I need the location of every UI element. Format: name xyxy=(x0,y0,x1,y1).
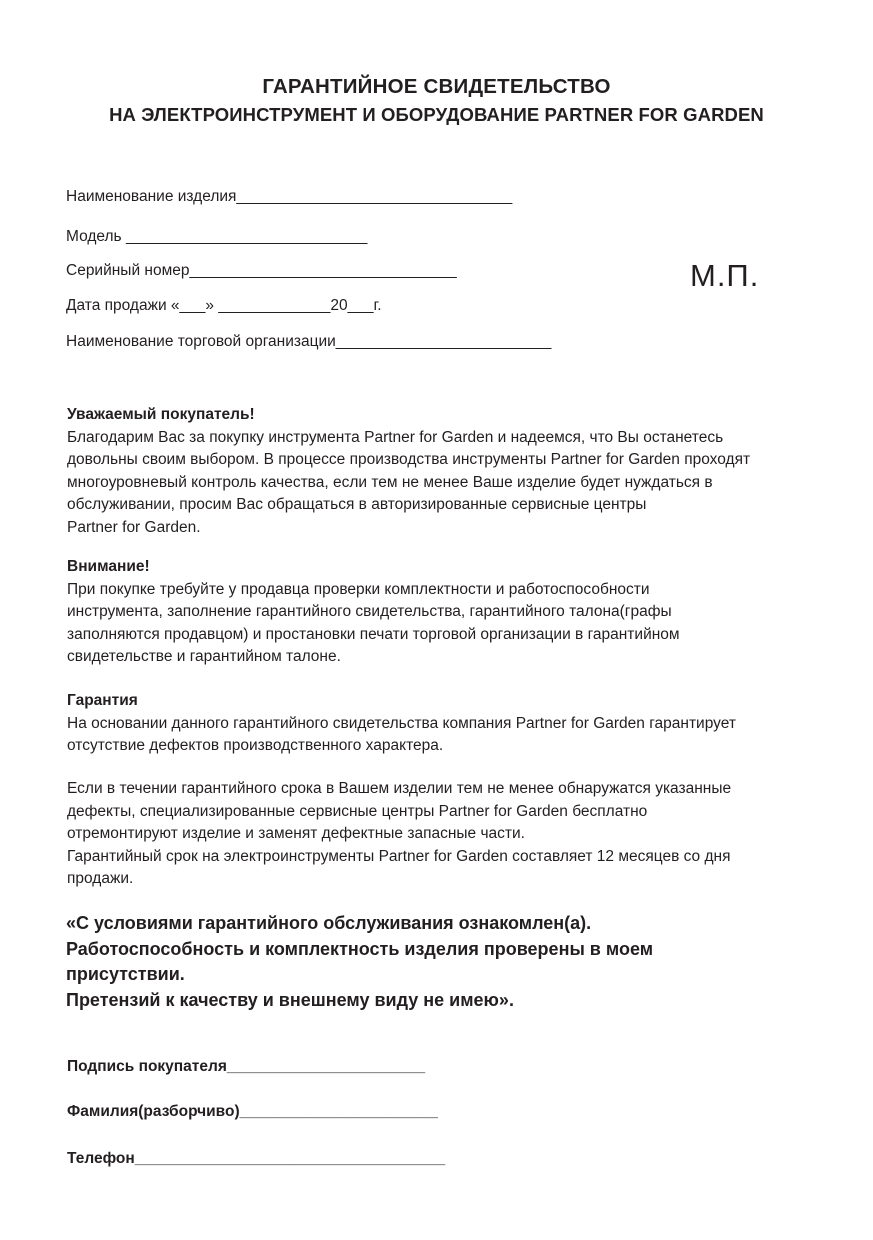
paragraph-line: довольны своим выбором. В процессе производства инструменты Partner for Garden проходят xyxy=(67,451,751,468)
paragraph-line: заполняются продавцом) и простановки печати торговой организации в гарантийном xyxy=(67,625,680,643)
warranty-section xyxy=(67,690,827,758)
stamp-placeholder: М.П. xyxy=(690,258,760,293)
warranty-heading: Гарантия xyxy=(67,692,138,709)
statement-line: присутствии. xyxy=(66,964,185,984)
warranty-terms-section xyxy=(67,778,827,891)
paragraph-line: При покупке требуйте у продавца проверки комплектности и работоспособности xyxy=(67,580,650,598)
surname-field: Фамилия(разборчиво)_______________________ xyxy=(67,1103,438,1120)
paragraph-line: многоуровневый контроль качества, если тем не менее Ваше изделие будет нуждаться в xyxy=(67,473,713,491)
statement-line: Претензий к качеству и внешнему виду не имею». xyxy=(66,989,514,1010)
paragraph-line: На основании данного гарантийного свидетельства компания Partner for Garden гарантирует xyxy=(67,714,736,732)
document-title: ГАРАНТИЙНОЕ СВИДЕТЕЛЬСТВО xyxy=(262,75,611,98)
paragraph-line: отремонтируют изделие и заменят дефектные запасные части. xyxy=(67,825,525,842)
phone-field: Телефон____________________________________ xyxy=(67,1150,446,1167)
paragraph-line: свидетельстве и гарантийном талоне. xyxy=(67,648,341,665)
paragraph-line: Partner for Garden. xyxy=(67,518,201,536)
buyer-signature-field: Подпись покупателя_______________________ xyxy=(67,1058,426,1075)
paragraph-line: Гарантийный срок на электроинструменты Partner for Garden составляет 12 месяцев со дня xyxy=(67,847,731,865)
statement-line: «С условиями гарантийного обслуживания ознакомлен(а). xyxy=(66,913,592,933)
serial-number-field: Серийный номер_______________________________ xyxy=(66,262,457,279)
sale-date-field: Дата продажи «___» _____________20___г. xyxy=(66,297,382,314)
attention-heading: Внимание! xyxy=(67,558,150,575)
paragraph-line: дефекты, специализированные сервисные центры Partner for Garden бесплатно xyxy=(67,802,648,820)
product-name-field: Наименование изделия________________________________ xyxy=(66,188,513,205)
paragraph-line: Благодарим Вас за покупку инструмента Partner for Garden и надеемся, что Вы останетесь xyxy=(67,428,724,446)
organization-field: Наименование торговой организации_________________________ xyxy=(66,333,552,350)
paragraph-line: инструмента, заполнение гарантийного свидетельства, гарантийного талона(графы xyxy=(67,603,672,620)
greeting-heading: Уважаемый покупатель! xyxy=(67,406,255,423)
customer-statement xyxy=(66,911,826,1013)
document-subtitle: НА ЭЛЕКТРОИНСТРУМЕНТ И ОБОРУДОВАНИЕ PARTNER FOR GARDEN xyxy=(109,104,764,125)
paragraph-line: отсутствие дефектов производственного характера. xyxy=(67,737,444,754)
greeting-section xyxy=(67,404,827,539)
paragraph-line: обслуживании, просим Вас обращаться в авторизированные сервисные центры xyxy=(67,496,647,513)
statement-line: Работоспособность и комплектность изделия проверены в моем xyxy=(66,938,654,959)
model-field: Модель ____________________________ xyxy=(66,228,368,245)
attention-section xyxy=(67,556,827,669)
paragraph-line: продажи. xyxy=(67,870,134,887)
paragraph-line: Если в течении гарантийного срока в Вашем изделии тем не менее обнаружатся указанные xyxy=(67,780,732,797)
